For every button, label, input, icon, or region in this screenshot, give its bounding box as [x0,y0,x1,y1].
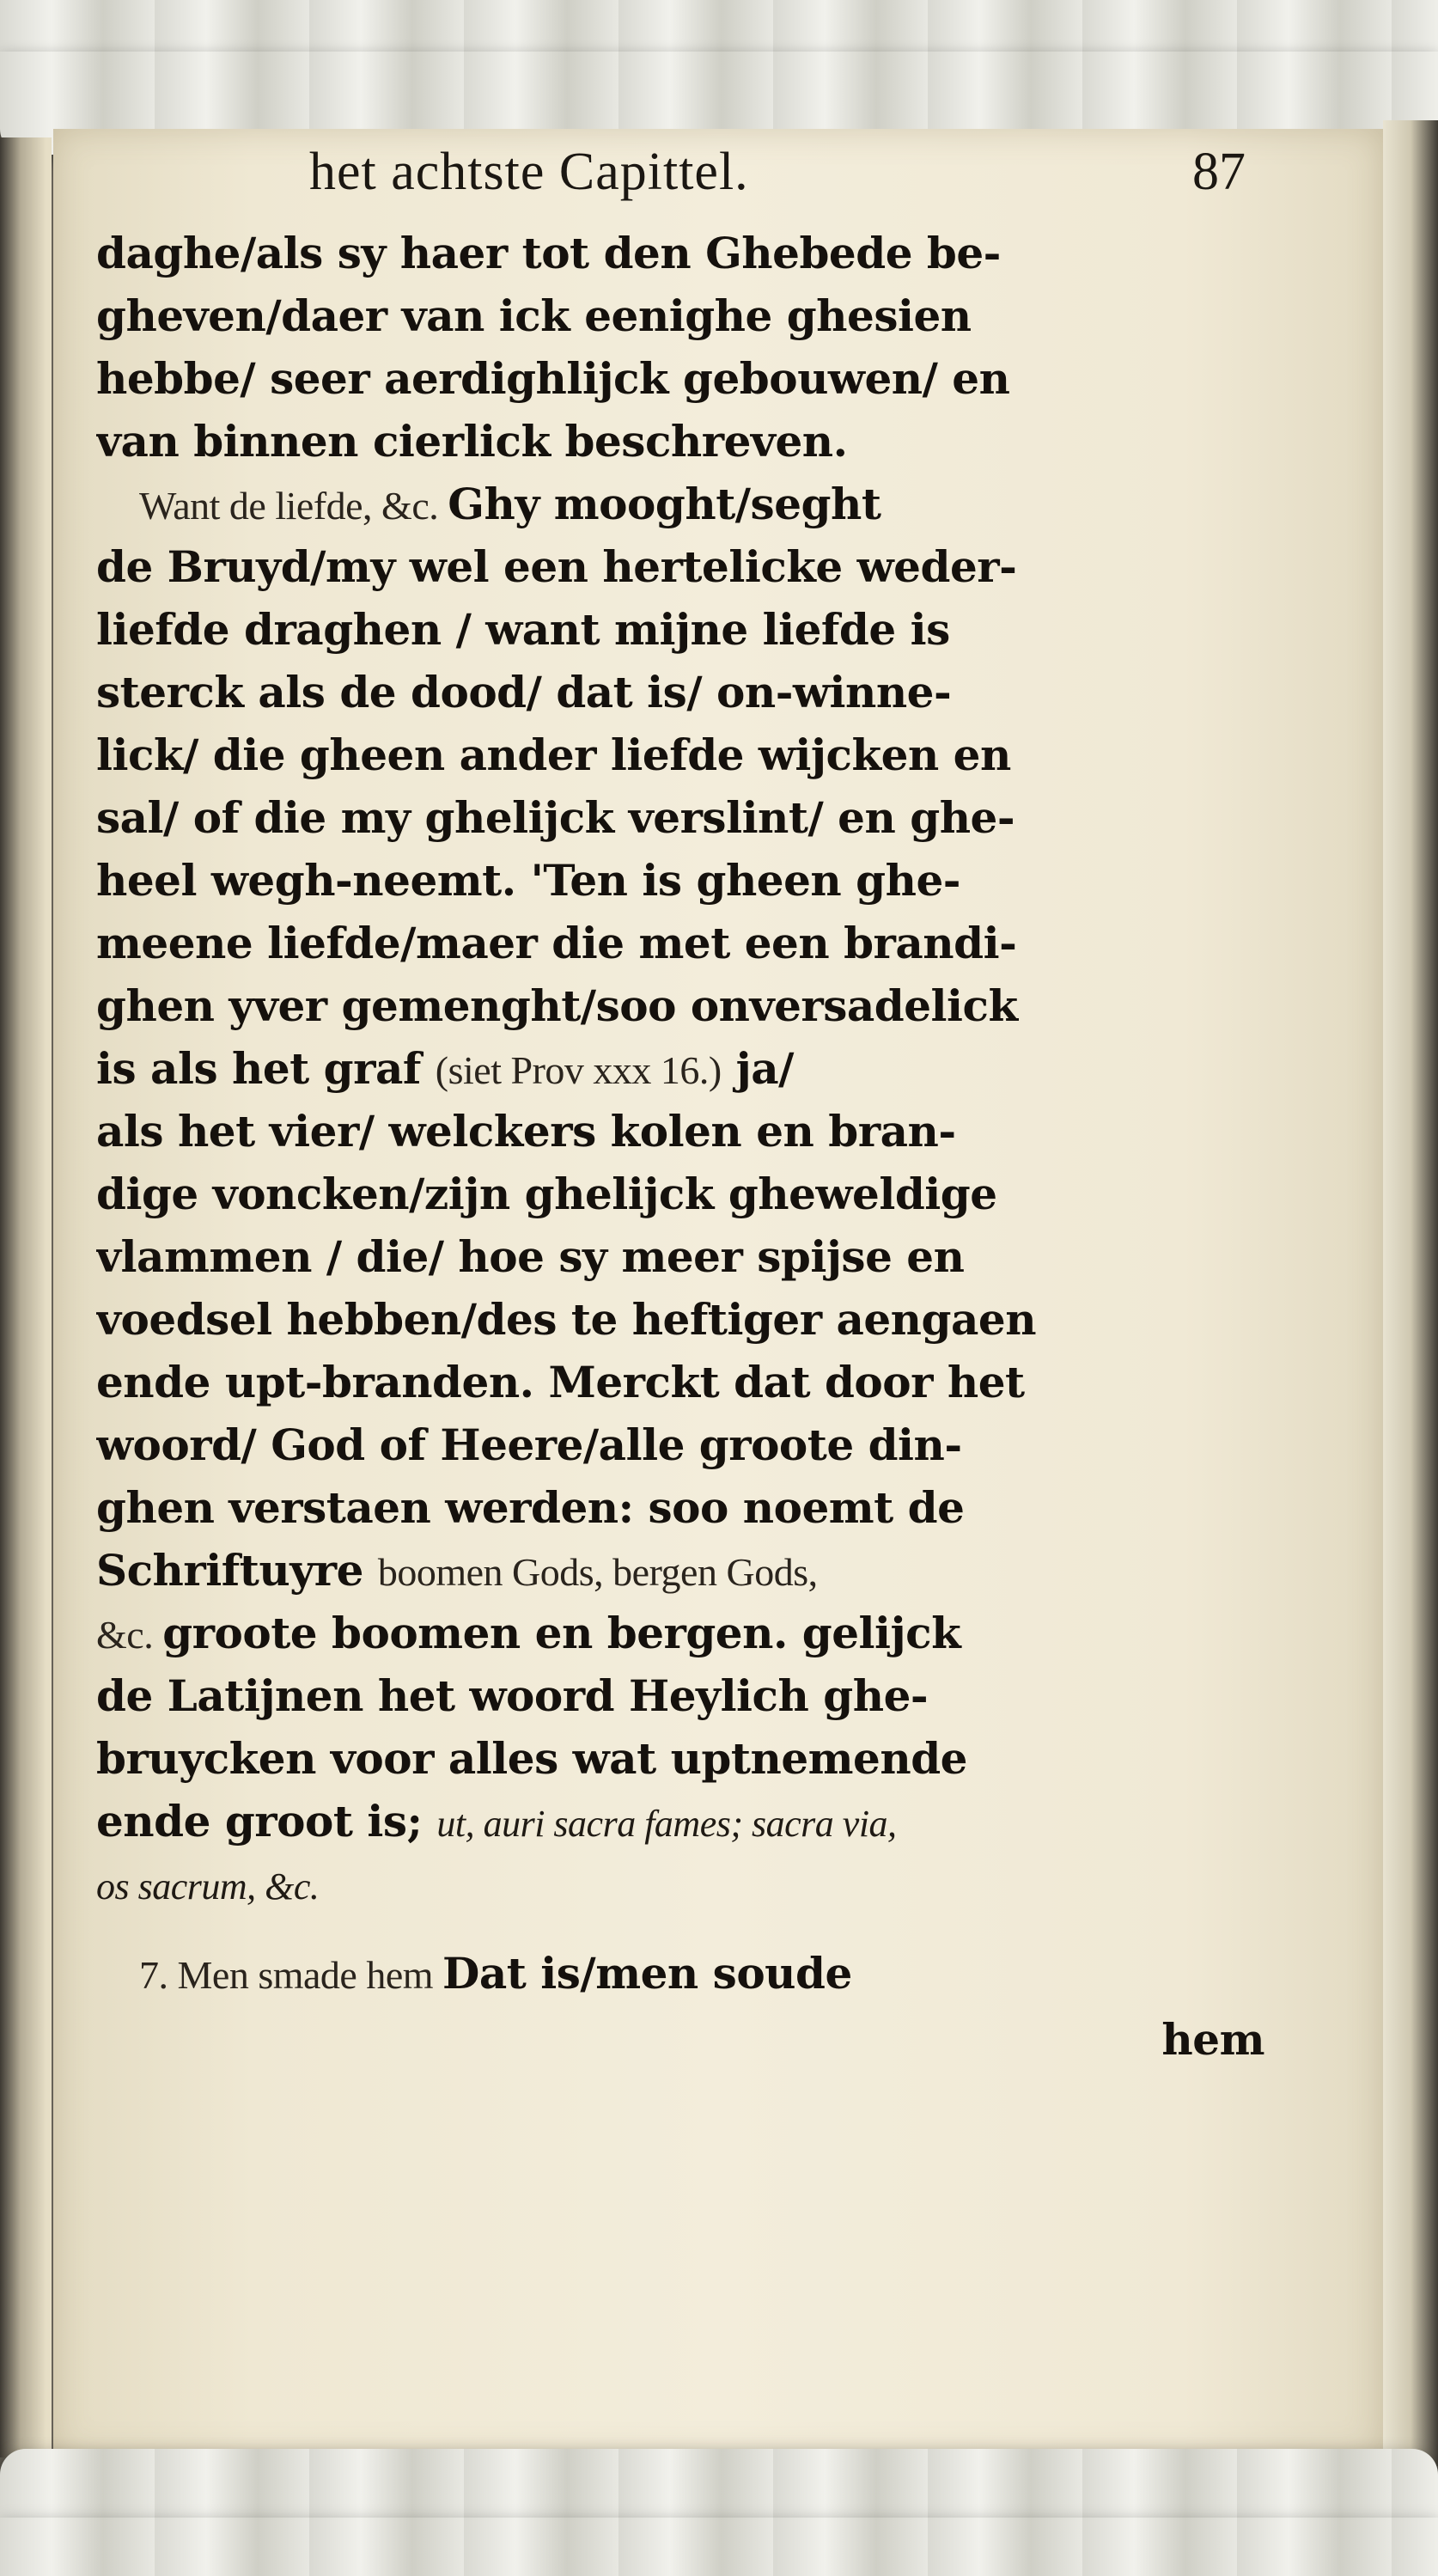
text-run: heel wegh-neemt. 'Ten is gheen ghe- [96,855,961,906]
text-run: ghen yver gemenght/soo onversadelick [96,980,1018,1031]
text-line [96,1853,1286,1915]
text-run: boomen Gods, bergen Gods, [377,1550,818,1594]
text-line [96,723,1286,786]
text-line [96,849,1286,912]
text-line [96,347,1286,410]
text-run: 7. Men smade hem [139,1953,443,1997]
text-run: hebbe/ seer aerdighlijck gebouwen/ en [96,353,1010,404]
text-run: os sacrum, &c. [96,1865,320,1908]
text-line [96,1225,1286,1288]
text-line [96,2008,1286,2071]
right-page-edge [1383,120,1438,2466]
text-line [96,974,1286,1037]
text-line [96,1476,1286,1539]
text-line [96,1664,1286,1727]
text-run: voedsel hebben/des te heftiger aengaen [96,1294,1037,1345]
text-line [96,912,1286,974]
text-run: &c. [96,1613,163,1657]
text-run: als het vier/ welckers kolen en bran- [96,1106,956,1157]
text-run: ende upt-branden. Merckt dat door het [96,1357,1025,1407]
text-line [96,661,1286,723]
page-number: 87 [1192,143,1246,201]
text-run: ghen verstaen werden: soo noemt de [96,1482,965,1533]
text-run: de Bruyd/my wel een hertelicke weder- [96,541,1017,592]
text-run: Schriftuyre [96,1545,378,1596]
text-line [96,410,1286,473]
text-line [96,1100,1286,1163]
body-text [96,222,1286,2071]
bottom-strap [0,2518,1438,2576]
text-run: Dat is/men soude [442,1948,852,1999]
text-run: sterck als de dood/ dat is/ on-winne- [96,667,952,717]
text-line [96,473,1286,535]
text-run: groote boomen en bergen. gelijck [162,1608,961,1658]
text-line [96,222,1286,284]
text-run: lick/ die gheen ander liefde wijcken en [96,729,1011,780]
text-run: hem [1161,2014,1264,2065]
text-line [96,535,1286,598]
text-line [96,1539,1286,1602]
text-line [96,1037,1286,1100]
text-line [96,786,1286,849]
text-line [96,1939,1286,2008]
text-line [96,1288,1286,1351]
text-run: ja/ [721,1043,794,1094]
text-line [96,1790,1286,1853]
text-run: sal/ of die my ghelijck verslint/ en ghe- [96,792,1015,843]
running-title: het achtste Capittel. [309,143,749,201]
page-header [258,142,1246,211]
text-run: (siet Prov xxx 16.) [435,1048,722,1092]
text-line [96,1413,1286,1476]
text-run: gheven/daer van ick eenighe ghesien [96,290,972,341]
left-page-edge [0,137,52,2457]
text-run: ende groot is; [96,1796,437,1847]
text-run: woord/ God of Heere/alle groote din- [96,1419,962,1470]
text-line [96,1727,1286,1790]
text-line [96,1163,1286,1225]
text-run: van binnen cierlick beschreven. [96,416,848,467]
text-run: de Latijnen het woord Heylich ghe- [96,1670,929,1721]
text-run: dige voncken/zijn ghelijck gheweldige [96,1169,997,1219]
text-run: ut, auri sacra fames; sacra via, [436,1803,897,1845]
text-run: Ghy mooght/seght [448,479,881,529]
text-run: bruycken voor alles wat uptnemende [96,1733,967,1784]
text-line [96,1351,1286,1413]
text-run: daghe/als sy haer tot den Ghebede be- [96,228,1001,278]
text-run: vlammen / die/ hoe sy meer spijse en [96,1231,965,1282]
text-run: Want de liefde, &c. [139,484,448,528]
text-run: is als het graf [96,1043,436,1094]
text-run: meene liefde/maer die met een brandi- [96,918,1017,968]
text-run: liefde draghen / want mijne liefde is [96,604,950,655]
text-line [96,598,1286,661]
text-line [96,1602,1286,1664]
text-line [96,284,1286,347]
